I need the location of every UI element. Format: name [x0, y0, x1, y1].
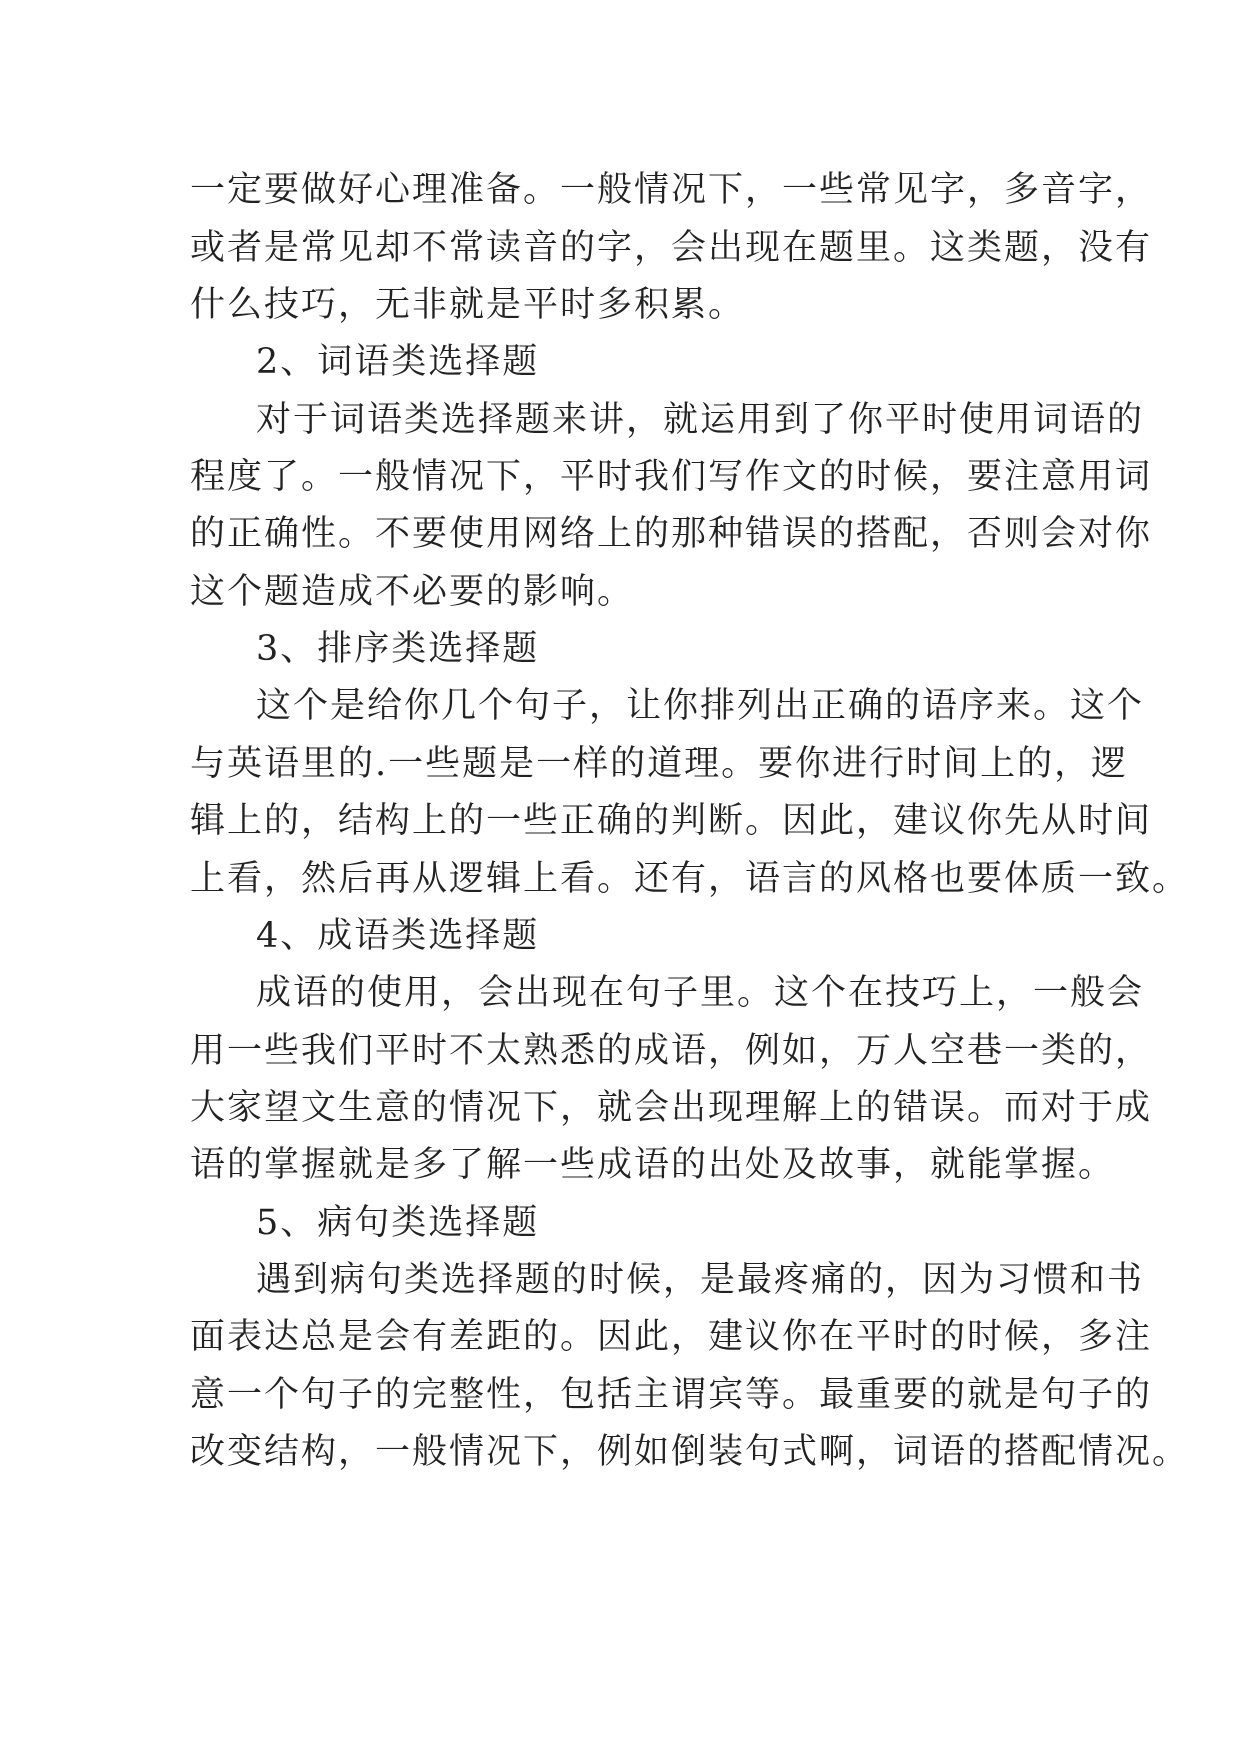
section-heading: 2、词语类选择题 [256, 342, 540, 382]
text-line: 上看，然后再从逻辑上看。还有，语言的风格也要体质一致。 [190, 859, 1190, 899]
section-heading: 3、排序类选择题 [256, 629, 540, 669]
text-line: 这个题造成不必要的影响。 [190, 572, 635, 612]
text-line: 与英语里的.一些题是一样的道理。要你进行时间上的，逻 [190, 744, 1129, 784]
text-line: 用一些我们平时不太熟悉的成语，例如，万人空巷一类的， [190, 1031, 1153, 1071]
text-line: 面表达总是会有差距的。因此，建议你在平时的时候，多注 [190, 1317, 1153, 1357]
text-line: 改变结构，一般情况下，例如倒装句式啊，词语的搭配情况。 [190, 1432, 1190, 1472]
text-line: 大家望文生意的情况下，就会出现理解上的错误。而对于成 [190, 1088, 1153, 1128]
text-line: 一定要做好心理准备。一般情况下，一些常见字，多音字， [190, 170, 1153, 210]
text-line: 语的掌握就是多了解一些成语的出处及故事，就能掌握。 [190, 1145, 1116, 1185]
text-line: 程度了。一般情况下，平时我们写作文的时候，要注意用词 [190, 457, 1153, 497]
text-line: 遇到病句类选择题的时候，是最疼痛的，因为习惯和书 [256, 1260, 1145, 1300]
text-line: 的正确性。不要使用网络上的那种错误的搭配，否则会对你 [190, 514, 1153, 554]
text-line: 或者是常见却不常读音的字，会出现在题里。这类题，没有 [190, 228, 1153, 268]
text-line: 这个是给你几个句子，让你排列出正确的语序来。这个 [256, 686, 1145, 726]
section-heading: 5、病句类选择题 [256, 1203, 540, 1243]
text-line: 什么技巧，无非就是平时多积累。 [190, 285, 746, 325]
text-line: 辑上的，结构上的一些正确的判断。因此，建议你先从时间 [190, 801, 1153, 841]
text-line: 成语的使用，会出现在句子里。这个在技巧上，一般会 [256, 973, 1145, 1013]
text-line: 对于词语类选择题来讲，就运用到了你平时使用词语的 [256, 400, 1145, 440]
text-line: 意一个句子的完整性，包括主谓宾等。最重要的就是句子的 [190, 1375, 1153, 1415]
section-heading: 4、成语类选择题 [256, 916, 540, 956]
